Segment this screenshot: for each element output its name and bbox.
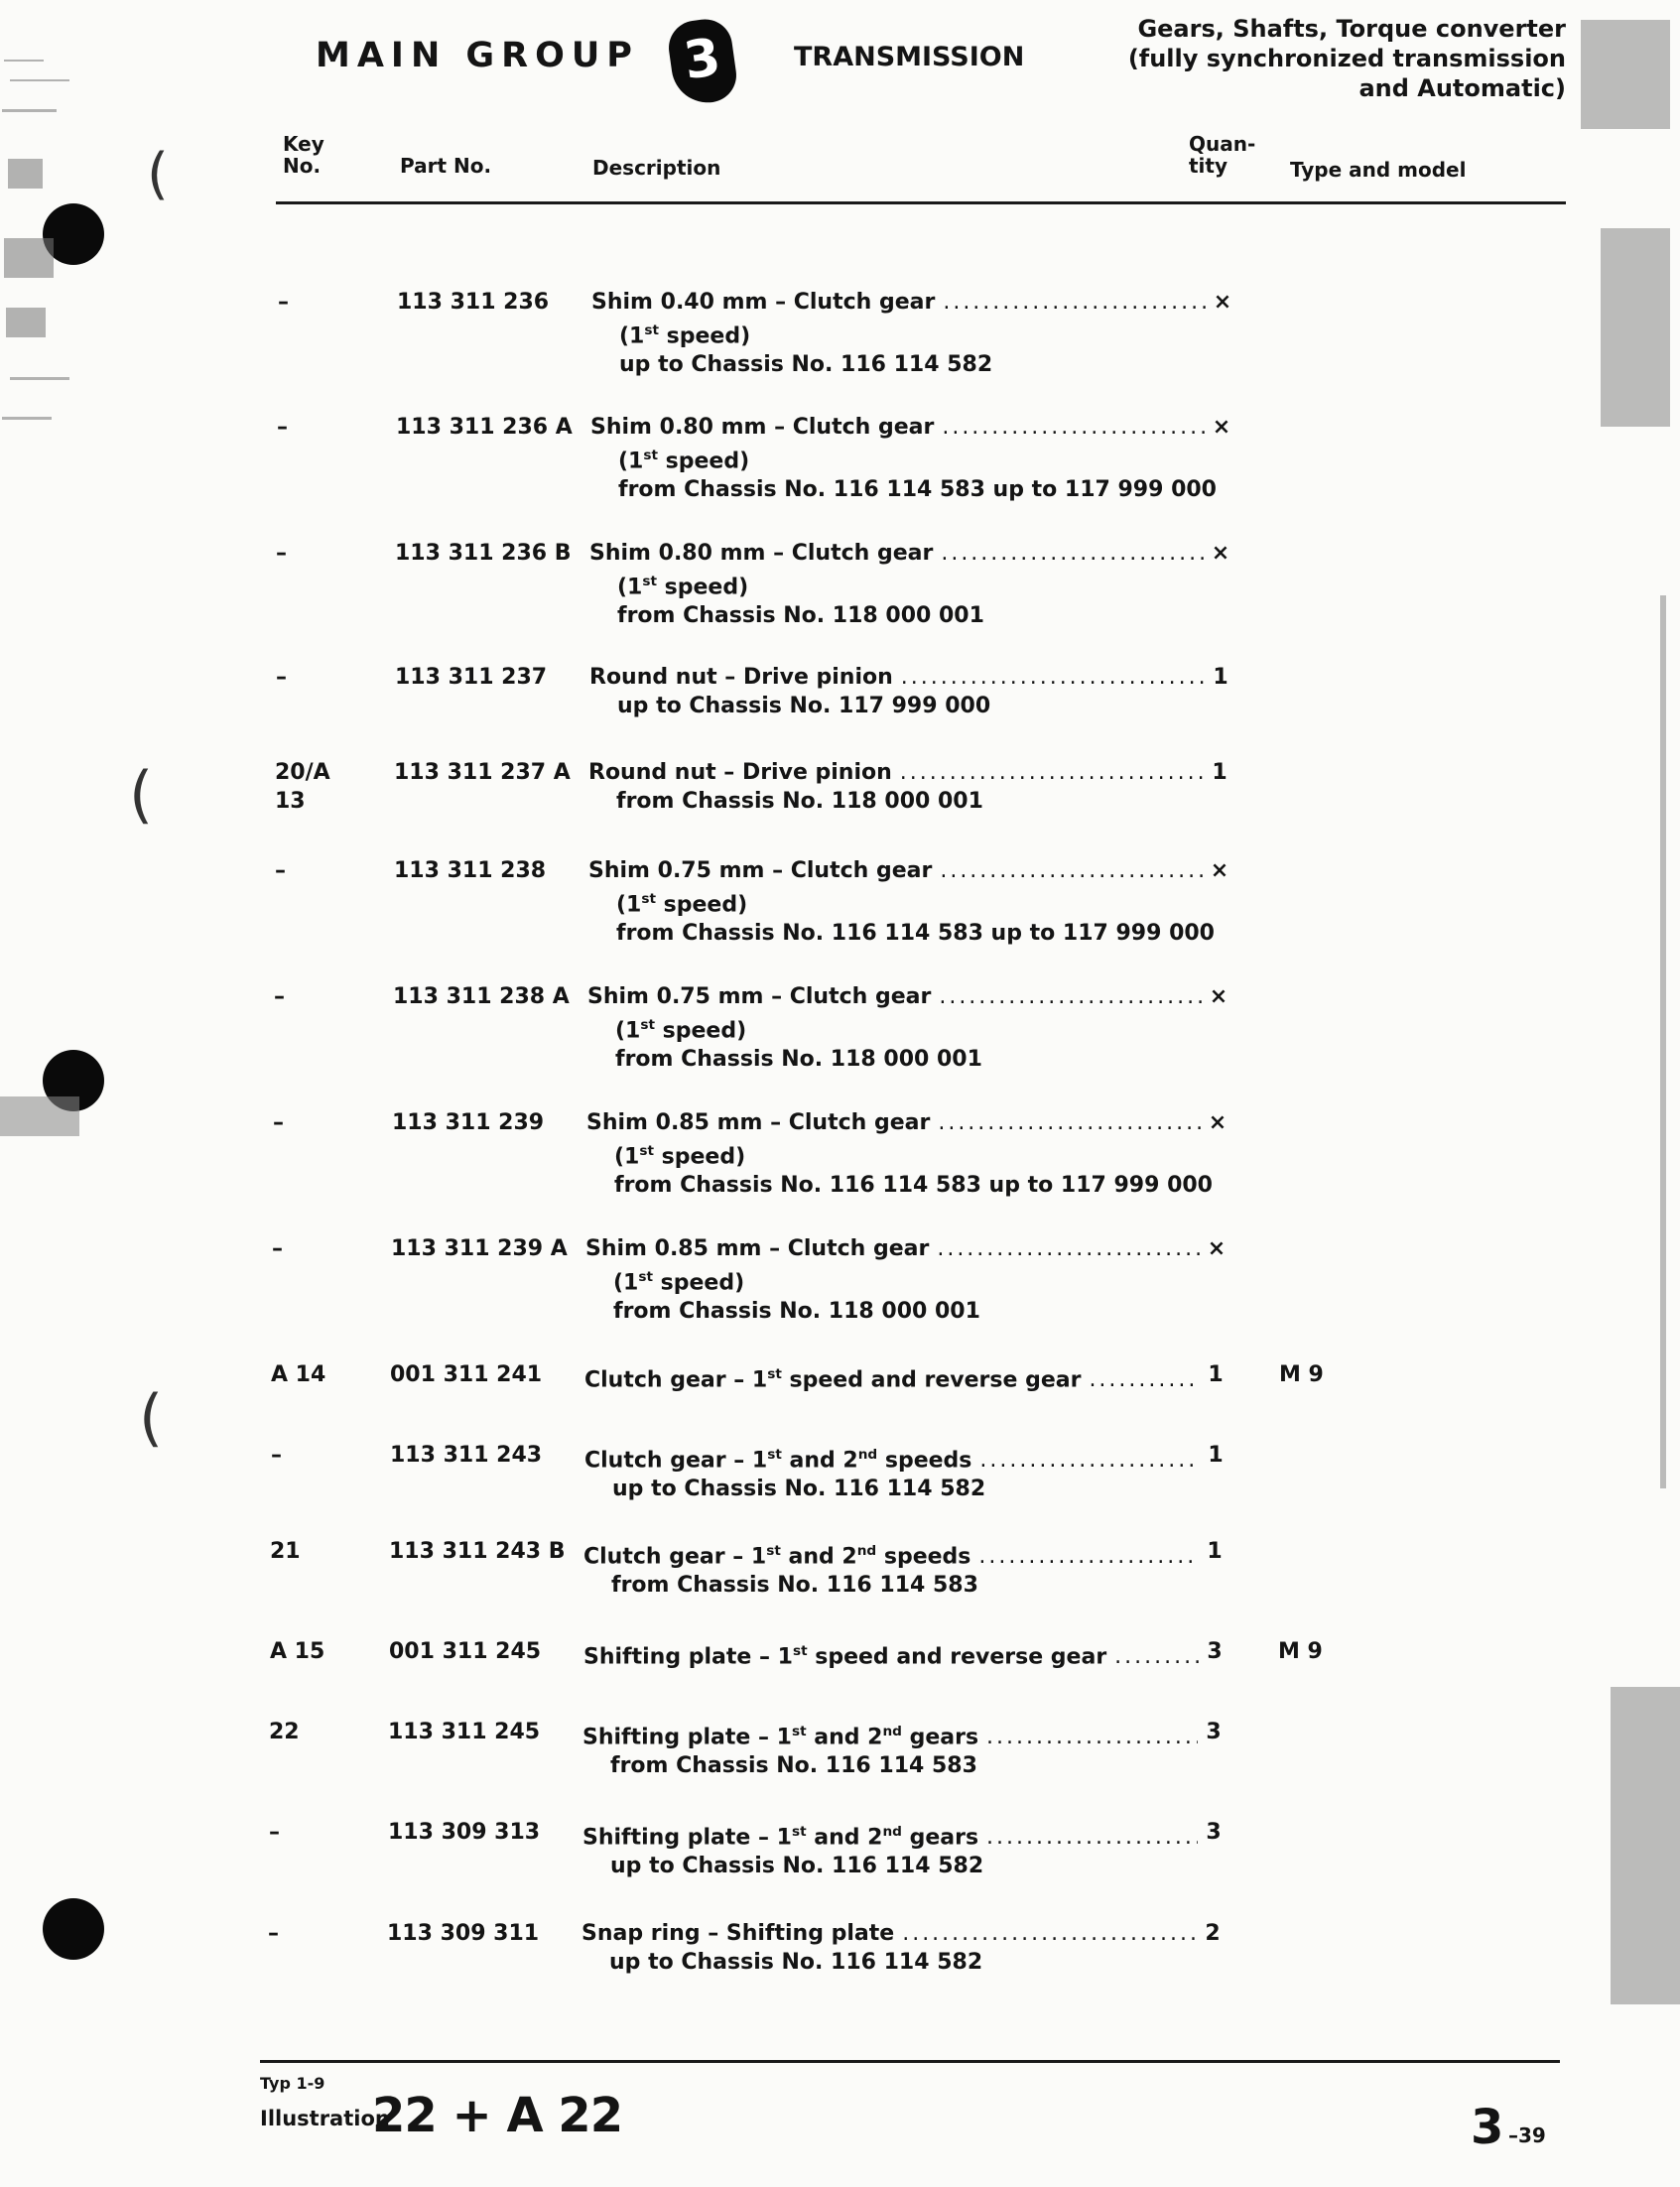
dot-leader: [901, 663, 1205, 692]
quantity: ×: [1209, 984, 1228, 1009]
part-description: [585, 1234, 1201, 1326]
part-description: [590, 413, 1217, 504]
dot-leader: [902, 1919, 1197, 1948]
part-description: [583, 1537, 1199, 1600]
description-text: Shim 0.85 mm – Clutch gear: [585, 1236, 930, 1261]
description-text: Shifting plate – 1st and 2nd gears: [582, 1724, 979, 1750]
key-number: –: [272, 1236, 283, 1261]
main-group-label: MAIN GROUP: [316, 36, 639, 75]
description-text: Shim 0.85 mm – Clutch gear: [586, 1110, 931, 1135]
quantity: 1: [1208, 1443, 1224, 1468]
key-number: 21: [270, 1539, 301, 1564]
column-header-key: Key No.: [283, 132, 324, 178]
dot-leader: [940, 856, 1204, 885]
key-number: –: [274, 984, 285, 1009]
part-number: 113 311 237 A: [394, 760, 571, 785]
illustration-label: Illustration: [260, 2107, 390, 2130]
part-number: 113 309 313: [388, 1820, 541, 1845]
key-number: –: [268, 1921, 279, 1946]
column-header-description: Description: [592, 156, 721, 180]
dot-leader: [941, 539, 1205, 568]
description-detail: (1st speed): [618, 448, 750, 474]
quantity: ×: [1207, 1236, 1227, 1261]
footer-rule: [260, 2060, 1560, 2063]
description-text: Clutch gear – 1st and 2nd speeds: [584, 1447, 972, 1474]
type-model: M 9: [1279, 1362, 1324, 1387]
description-text: Snap ring – Shifting plate: [582, 1921, 895, 1946]
part-number: 113 311 236 B: [395, 541, 572, 566]
key-number: A 14: [271, 1362, 326, 1387]
key-number: –: [269, 1820, 280, 1845]
description-text: Clutch gear – 1st speed and reverse gear: [584, 1366, 1082, 1393]
part-number: 113 311 237: [395, 665, 548, 690]
part-description: [588, 758, 1204, 816]
description-text: Shim 0.80 mm – Clutch gear: [590, 415, 935, 440]
quantity: 1: [1213, 665, 1228, 690]
description-detail: from Chassis No. 118 000 001: [613, 1299, 980, 1325]
description-detail: from Chassis No. 116 114 583 up to 117 999 000: [614, 1173, 1213, 1199]
quantity: 3: [1207, 1639, 1223, 1664]
quantity: 2: [1205, 1921, 1221, 1946]
subtitle-line: (fully synchronized transmission: [1127, 45, 1566, 72]
key-number: –: [276, 541, 287, 566]
quantity: 3: [1206, 1820, 1222, 1845]
description-detail: up to Chassis No. 116 114 582: [612, 1477, 986, 1502]
quantity: 3: [1206, 1720, 1222, 1744]
page-number: 3: [1471, 2100, 1504, 2155]
description-text: Shifting plate – 1st speed and reverse gear: [583, 1643, 1107, 1670]
description-detail: (1st speed): [616, 891, 748, 918]
type-model: M 9: [1278, 1639, 1323, 1664]
column-header-quantity: Quan- tity: [1189, 132, 1256, 178]
key-number: –: [273, 1110, 284, 1135]
key-number: 20/A 13: [275, 760, 330, 814]
dot-leader: [1089, 1365, 1200, 1394]
quantity: 1: [1212, 760, 1228, 785]
part-description: [582, 1818, 1198, 1880]
part-description: [586, 1108, 1213, 1200]
key-number: –: [271, 1443, 282, 1468]
description-text: Shim 0.75 mm – Clutch gear: [587, 984, 932, 1009]
quantity: ×: [1213, 290, 1232, 315]
part-description: [584, 1360, 1200, 1394]
key-number: –: [277, 415, 288, 440]
quantity: ×: [1210, 858, 1229, 883]
description-text: Shim 0.80 mm – Clutch gear: [589, 541, 934, 566]
part-number: 113 311 238: [394, 858, 547, 883]
description-detail: from Chassis No. 118 000 001: [617, 603, 984, 629]
part-description: [582, 1718, 1198, 1780]
dot-leader: [900, 758, 1204, 787]
quantity: 1: [1208, 1362, 1224, 1387]
description-text: Clutch gear – 1st and 2nd speeds: [583, 1543, 971, 1570]
dot-leader: [939, 982, 1203, 1011]
key-number: –: [275, 858, 286, 883]
illustration-numbers: 22 + A 22: [372, 2088, 623, 2143]
key-number: –: [278, 290, 289, 315]
part-number: 113 311 236 A: [396, 415, 573, 440]
description-text: Shim 0.75 mm – Clutch gear: [588, 858, 933, 883]
quantity: ×: [1211, 541, 1230, 566]
part-number: 113 311 238 A: [393, 984, 570, 1009]
description-detail: from Chassis No. 116 114 583 up to 117 999 000: [618, 477, 1217, 503]
key-number: A 15: [270, 1639, 325, 1664]
dot-leader: [938, 1108, 1202, 1137]
section-title: TRANSMISSION: [794, 42, 1025, 72]
subtitle-line: and Automatic): [1358, 74, 1566, 102]
dot-leader: [986, 1823, 1198, 1852]
description-text: Round nut – Drive pinion: [588, 760, 892, 785]
description-detail: (1st speed): [617, 574, 749, 600]
part-description: [583, 1637, 1199, 1671]
description-detail: from Chassis No. 118 000 001: [616, 789, 983, 814]
margin-mark: (: [147, 142, 169, 206]
description-detail: from Chassis No. 116 114 583: [610, 1753, 977, 1779]
part-description: [588, 856, 1215, 948]
description-detail: from Chassis No. 116 114 583: [611, 1573, 978, 1599]
description-text: Shifting plate – 1st and 2nd gears: [582, 1824, 979, 1851]
part-number: 113 311 239: [392, 1110, 545, 1135]
part-description: [589, 539, 1205, 630]
description-detail: (1st speed): [614, 1143, 746, 1170]
part-number: 113 311 243: [390, 1443, 543, 1468]
description-detail: up to Chassis No. 116 114 582: [610, 1854, 984, 1879]
quantity: 1: [1207, 1539, 1223, 1564]
description-detail: from Chassis No. 116 114 583 up to 117 999 000: [616, 921, 1215, 947]
quantity: ×: [1208, 1110, 1228, 1135]
part-number: 113 311 245: [388, 1720, 541, 1744]
part-description: [589, 663, 1205, 720]
description-detail: (1st speed): [619, 322, 751, 349]
column-header-part: Part No.: [400, 154, 492, 178]
part-number: 113 311 239 A: [391, 1236, 568, 1261]
dot-leader: [937, 1234, 1201, 1263]
part-number: 113 309 311: [387, 1921, 540, 1946]
part-description: [584, 1441, 1200, 1503]
part-number: 001 311 241: [390, 1362, 543, 1387]
part-number: 001 311 245: [389, 1639, 542, 1664]
description-detail: from Chassis No. 118 000 001: [615, 1047, 982, 1073]
dot-leader: [943, 288, 1207, 317]
dot-leader: [986, 1723, 1198, 1751]
description-detail: (1st speed): [613, 1269, 745, 1296]
description-text: Shim 0.40 mm – Clutch gear: [591, 290, 936, 315]
description-detail: (1st speed): [615, 1017, 747, 1044]
type-range: Typ 1-9: [260, 2074, 325, 2093]
part-number: 113 311 236: [397, 290, 550, 315]
column-header-type-model: Type and model: [1290, 158, 1467, 182]
description-detail: up to Chassis No. 116 114 582: [619, 352, 993, 378]
dot-leader: [1114, 1642, 1199, 1671]
part-description: [591, 288, 1207, 379]
part-number: 113 311 243 B: [389, 1539, 566, 1564]
part-description: [582, 1919, 1197, 1977]
group-number-badge: 3: [665, 16, 739, 107]
key-number: –: [276, 665, 287, 690]
part-description: [587, 982, 1203, 1074]
dot-leader: [978, 1542, 1199, 1571]
dot-leader: [942, 413, 1206, 442]
description-detail: up to Chassis No. 116 114 582: [609, 1950, 983, 1975]
description-text: Round nut – Drive pinion: [589, 665, 893, 690]
subtitle-line: Gears, Shafts, Torque converter: [1137, 15, 1566, 43]
page-number-sub: –39: [1508, 2123, 1546, 2147]
key-number: 22: [269, 1720, 300, 1744]
quantity: ×: [1212, 415, 1231, 440]
margin-mark: (: [139, 1381, 164, 1454]
dot-leader: [979, 1446, 1200, 1475]
margin-mark: (: [129, 758, 154, 831]
description-detail: up to Chassis No. 117 999 000: [617, 694, 991, 718]
